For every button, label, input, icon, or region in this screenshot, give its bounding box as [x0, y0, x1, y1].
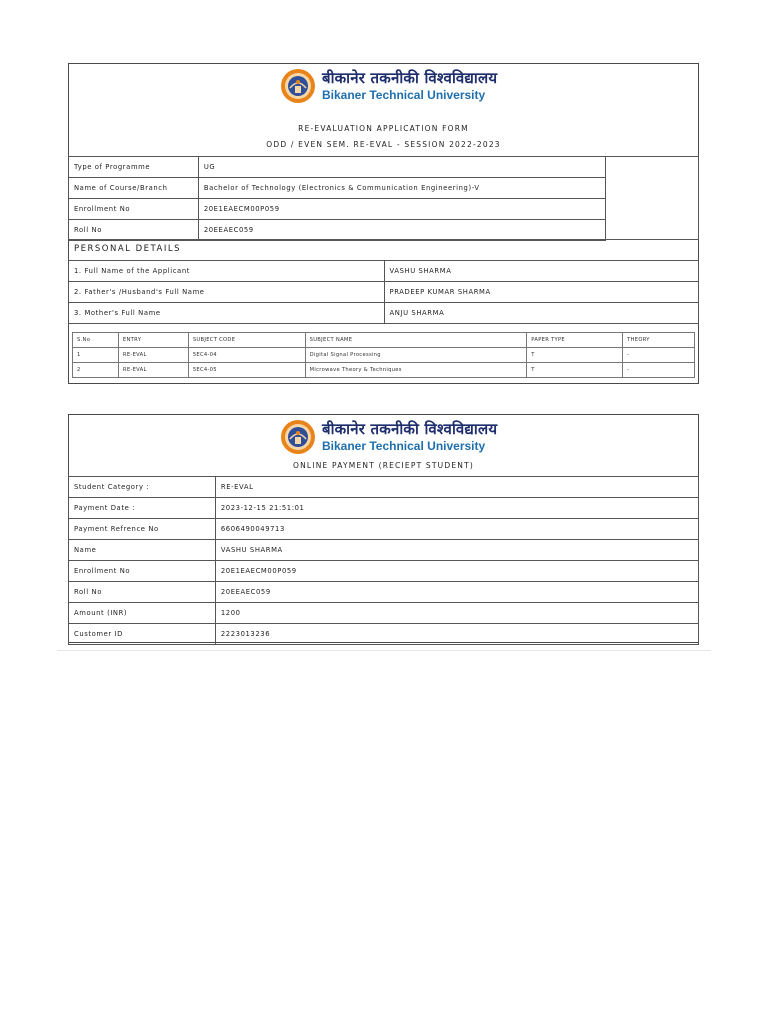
- mother-name-value: ANJU SHARMA: [384, 303, 698, 324]
- programme-info-table: [68, 156, 606, 241]
- table-row: [69, 561, 699, 582]
- customer-id-value: 2223013236: [215, 624, 698, 645]
- column-header: ENTRY: [118, 333, 188, 348]
- field-label: Enrollment No: [69, 199, 199, 220]
- page-divider: [57, 650, 711, 651]
- enrollment-no-value: 20E1EAECM00P059: [215, 561, 698, 582]
- column-header: S.No: [73, 333, 119, 348]
- form-title: RE-EVALUATION APPLICATION FORM: [298, 124, 469, 133]
- field-label: Payment Refrence No: [69, 519, 216, 540]
- table-cell: -: [623, 363, 695, 378]
- table-row: [69, 282, 699, 303]
- personal-details-table: [68, 260, 699, 324]
- table-row: [69, 178, 606, 199]
- table-row: [73, 363, 695, 378]
- column-header: PAPER TYPE: [527, 333, 623, 348]
- table-row: [69, 157, 606, 178]
- field-label: Customer ID: [69, 624, 216, 645]
- divider: [69, 239, 698, 240]
- field-label: 2. Father's /Husband's Full Name: [69, 282, 385, 303]
- name-value: VASHU SHARMA: [215, 540, 698, 561]
- payment-reference-value: 6606490049713: [215, 519, 698, 540]
- table-header-row: [73, 333, 695, 348]
- table-row: [69, 603, 699, 624]
- payment-receipt-card: [68, 414, 699, 643]
- course-branch-value: Bachelor of Technology (Electronics & Communication Engineering)-V: [198, 178, 605, 199]
- column-header: THEORY: [623, 333, 695, 348]
- column-header: SUBJECT NAME: [305, 333, 527, 348]
- roll-no-value: 20EEAEC059: [198, 220, 605, 241]
- table-row: [69, 199, 606, 220]
- university-name-hindi: बीकानेर तकनीकी विश्वविद्यालय: [322, 420, 498, 438]
- enrollment-no-value: 20E1EAECM00P059: [198, 199, 605, 220]
- table-row: [69, 261, 699, 282]
- field-label: Roll No: [69, 582, 216, 603]
- table-cell: Microwave Theory & Techniques: [305, 363, 527, 378]
- form-subtitle: ODD / EVEN SEM. RE-EVAL - SESSION 2022-2023: [266, 140, 501, 149]
- table-row: [69, 220, 606, 241]
- table-row: [69, 624, 699, 645]
- receipt-title: ONLINE PAYMENT (RECIEPT STUDENT): [292, 461, 474, 470]
- table-cell: RE-EVAL: [118, 348, 188, 363]
- table-cell: RE-EVAL: [118, 363, 188, 378]
- table-row: [69, 477, 699, 498]
- table-cell: T: [527, 348, 623, 363]
- field-label: Roll No: [69, 220, 199, 241]
- university-emblem-icon: [280, 419, 316, 455]
- payment-details-table: [68, 476, 699, 645]
- field-label: Amount (INR): [69, 603, 216, 624]
- table-row: [69, 519, 699, 540]
- university-name-hindi: बीकानेर तकनीकी विश्वविद्यालय: [322, 69, 498, 87]
- table-cell: 5EC4-05: [188, 363, 305, 378]
- table-cell: Digital Signal Processing: [305, 348, 527, 363]
- field-label: 3. Mother's Full Name: [69, 303, 385, 324]
- student-category-value: RE-EVAL: [215, 477, 698, 498]
- university-name-english: Bikaner Technical University: [322, 88, 486, 102]
- table-cell: T: [527, 363, 623, 378]
- table-row: [69, 498, 699, 519]
- re-evaluation-form-card: [68, 63, 699, 384]
- table-cell: 5EC4-04: [188, 348, 305, 363]
- field-label: Name: [69, 540, 216, 561]
- personal-details-heading: PERSONAL DETAILS: [74, 244, 181, 254]
- university-emblem-icon: [280, 68, 316, 104]
- field-label: Student Category :: [69, 477, 216, 498]
- table-row: [69, 582, 699, 603]
- table-row: [69, 540, 699, 561]
- subjects-table: [72, 332, 695, 378]
- table-cell: -: [623, 348, 695, 363]
- programme-type-value: UG: [198, 157, 605, 178]
- field-label: Enrollment No: [69, 561, 216, 582]
- column-header: SUBJECT CODE: [188, 333, 305, 348]
- table-cell: 1: [73, 348, 119, 363]
- photo-box: [605, 156, 699, 240]
- roll-no-value: 20EEAEC059: [215, 582, 698, 603]
- university-logo: [280, 419, 497, 455]
- table-cell: 2: [73, 363, 119, 378]
- table-row: [69, 303, 699, 324]
- university-logo: [280, 68, 497, 104]
- father-name-value: PRADEEP KUMAR SHARMA: [384, 282, 698, 303]
- field-label: Name of Course/Branch: [69, 178, 199, 199]
- field-label: 1. Full Name of the Applicant: [69, 261, 385, 282]
- field-label: Payment Date :: [69, 498, 216, 519]
- amount-value: 1200: [215, 603, 698, 624]
- payment-date-value: 2023-12-15 21:51:01: [215, 498, 698, 519]
- university-name-english: Bikaner Technical University: [322, 439, 486, 453]
- applicant-name-value: VASHU SHARMA: [384, 261, 698, 282]
- table-row: [73, 348, 695, 363]
- field-label: Type of Programme: [69, 157, 199, 178]
